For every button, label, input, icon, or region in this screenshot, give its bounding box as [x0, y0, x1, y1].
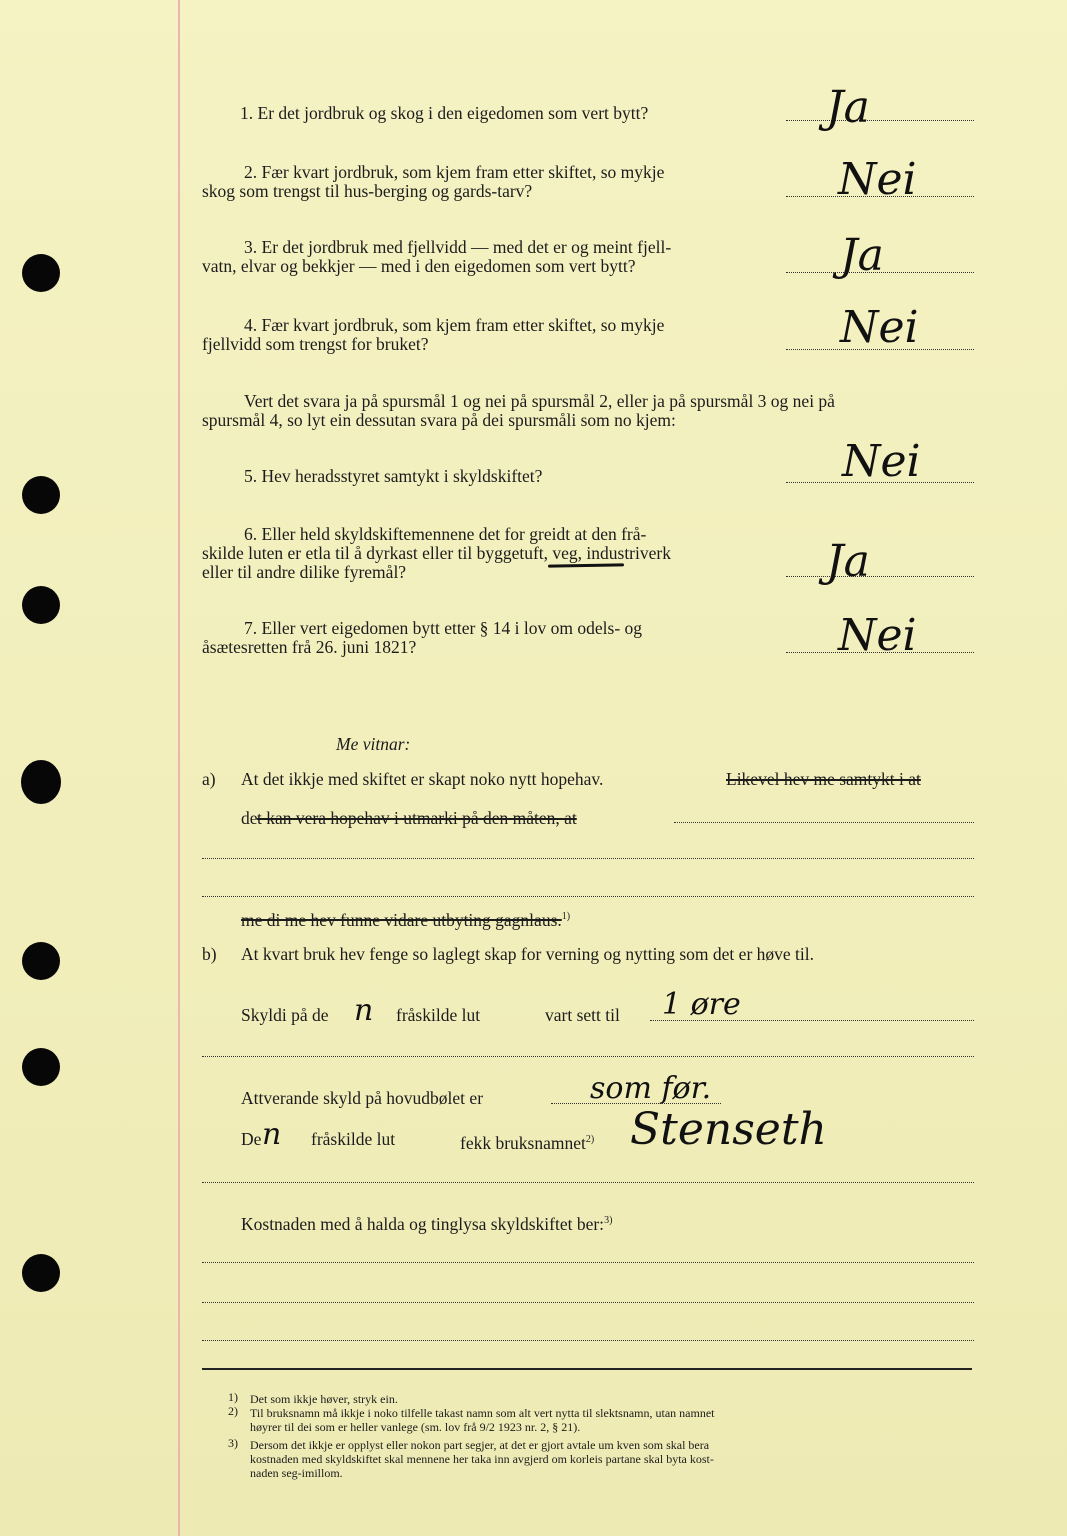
fill-line — [674, 822, 974, 823]
footnote-1-mark: 1) — [228, 1390, 238, 1404]
skyldi-suffix: vart sett til — [545, 1005, 620, 1025]
kostnad-label — [241, 1210, 612, 1235]
bruksnamn-value: Stenseth — [630, 1104, 827, 1155]
den-handwritten-n: n — [262, 1117, 282, 1152]
footnote-2-mark: 2) — [228, 1404, 238, 1418]
question-7-text: 7. Eller vert eigedomen bytt etter § 14 i lov om odels- og — [244, 618, 643, 638]
fill-line — [202, 1056, 974, 1057]
question-5-text: 5. Hev heradsstyret samtykt i skyldskiftet? — [244, 466, 543, 486]
question-2-text: 2. Fær kvart jordbruk, som kjem fram etter skiftet, so mykje — [244, 162, 665, 182]
question-3-text: 3. Er det jordbruk med fjellvidd — med det er og meint fjell- — [244, 237, 672, 257]
question-7-text-cont: åsætesretten frå 26. juni 1821? — [202, 637, 417, 657]
question-6-text-cont2: eller til andre dilike fyremål? — [202, 562, 407, 582]
skyldi-prefix: Skyldi på de — [241, 1005, 329, 1025]
item-a-line2-struck: t kan vera hopehav i utmarki på den måten, at — [257, 808, 577, 828]
skyldi-mid: fråskilde lut — [396, 1005, 481, 1025]
punch-hole — [22, 942, 60, 980]
punch-hole — [22, 1048, 60, 1086]
margin-line — [178, 0, 180, 1536]
punch-hole — [22, 586, 60, 624]
vitnar-heading: Me vitnar: — [336, 734, 411, 754]
question-2-answer: Nei — [838, 154, 917, 205]
den-mid: fråskilde lut — [311, 1129, 396, 1149]
fill-line — [202, 1302, 974, 1303]
item-a-text: At det ikkje med skiftet er skapt noko nytt hopehav. — [241, 769, 604, 789]
struck-text: me di me hev funne vidare utbyting gagnlaus. — [241, 909, 562, 930]
fill-line — [202, 896, 974, 897]
question-1-answer: Ja — [826, 82, 870, 133]
item-a-line4-struck — [241, 906, 570, 931]
question-3-answer: Ja — [840, 230, 884, 281]
fill-line — [202, 1182, 974, 1183]
footnote-3-text: Dersom det ikkje er opplyst eller nokon part segjer, at det er gjort avtale um kven som skal bera — [250, 1438, 710, 1452]
footnote-3-mark: 3) — [228, 1436, 238, 1450]
item-a-line2-start: de — [241, 808, 258, 828]
punch-hole — [21, 760, 61, 804]
footnote-3-text-cont: kostnaden med skyldskiftet skal mennene her taka inn avgjerd om korleis partane skal byta kost- — [250, 1452, 714, 1466]
answer-line — [786, 120, 974, 121]
bruksnamn-label — [460, 1129, 594, 1154]
fill-line — [202, 1340, 974, 1341]
punch-hole — [22, 476, 60, 514]
intro-text-cont: spursmål 4, so lyt ein dessutan svara på dei spursmåli som no kjem: — [202, 410, 676, 430]
footnote-2-text-cont: høyrer til dei som er heller vanlege (sm. lov frå 9/2 1923 nr. 2, § 21). — [250, 1420, 581, 1434]
item-b-text: At kvart bruk hev fenge so laglegt skap for verning og nytting som det er høve til. — [241, 944, 814, 964]
item-a-struck-text: Likevel hev me samtykt i at — [726, 769, 921, 789]
kostnad-label-text: Kostnaden med å halda og tinglysa skyldskiftet ber: — [241, 1213, 605, 1234]
footnote-ref: 1) — [561, 911, 571, 922]
footnote-ref: 3) — [604, 1215, 613, 1226]
attverande-value: som før. — [590, 1071, 712, 1106]
skyldi-handwritten-n: n — [354, 993, 374, 1028]
bruksnamn-label-text: fekk bruksnamnet — [460, 1132, 586, 1153]
question-1-text: 1. Er det jordbruk og skog i den eigedomen som vert bytt? — [240, 103, 649, 123]
intro-text: Vert det svara ja på spursmål 1 og nei på spursmål 2, eller ja på spursmål 3 og nei på — [244, 391, 835, 411]
skyldi-value: 1 øre — [662, 987, 741, 1022]
footnote-3-text-cont2: naden seg-imillom. — [250, 1466, 343, 1480]
question-7-answer: Nei — [838, 610, 917, 661]
footnote-1-text: Det som ikkje høver, stryk ein. — [250, 1392, 398, 1406]
question-5-answer: Nei — [842, 436, 921, 487]
answer-line — [786, 576, 974, 577]
item-b-marker: b) — [202, 944, 217, 964]
handwritten-underline — [548, 563, 624, 567]
question-4-answer: Nei — [840, 302, 919, 353]
punch-hole — [22, 254, 60, 292]
footnote-divider — [202, 1368, 972, 1370]
question-4-text: 4. Fær kvart jordbruk, som kjem fram etter skiftet, so mykje — [244, 315, 665, 335]
fill-line — [202, 858, 974, 859]
den-prefix: De — [241, 1129, 262, 1149]
fill-line — [202, 1262, 974, 1263]
item-a-marker: a) — [202, 769, 216, 789]
question-6-text-cont: skilde luten er etla til å dyrkast eller til byggetuft, veg, industriverk — [202, 543, 671, 563]
question-6-answer: Ja — [826, 536, 870, 587]
question-6-text: 6. Eller held skyldskiftemennene det for greidt at den frå- — [244, 524, 647, 544]
punch-hole — [22, 1254, 60, 1292]
footnote-2-text: Til bruksnamn må ikkje i noko tilfelle takast namn som alt vert nytta til slektsnamn, utan namnet — [250, 1406, 715, 1420]
question-2-text-cont: skog som trengst til hus-berging og gards-tarv? — [202, 181, 533, 201]
question-4-text-cont: fjellvidd som trengst for bruket? — [202, 334, 429, 354]
question-3-text-cont: vatn, elvar og bekkjer — med i den eigedomen som vert bytt? — [202, 256, 636, 276]
footnote-ref: 2) — [585, 1134, 595, 1145]
attverande-label: Attverande skyld på hovudbølet er — [241, 1088, 484, 1108]
